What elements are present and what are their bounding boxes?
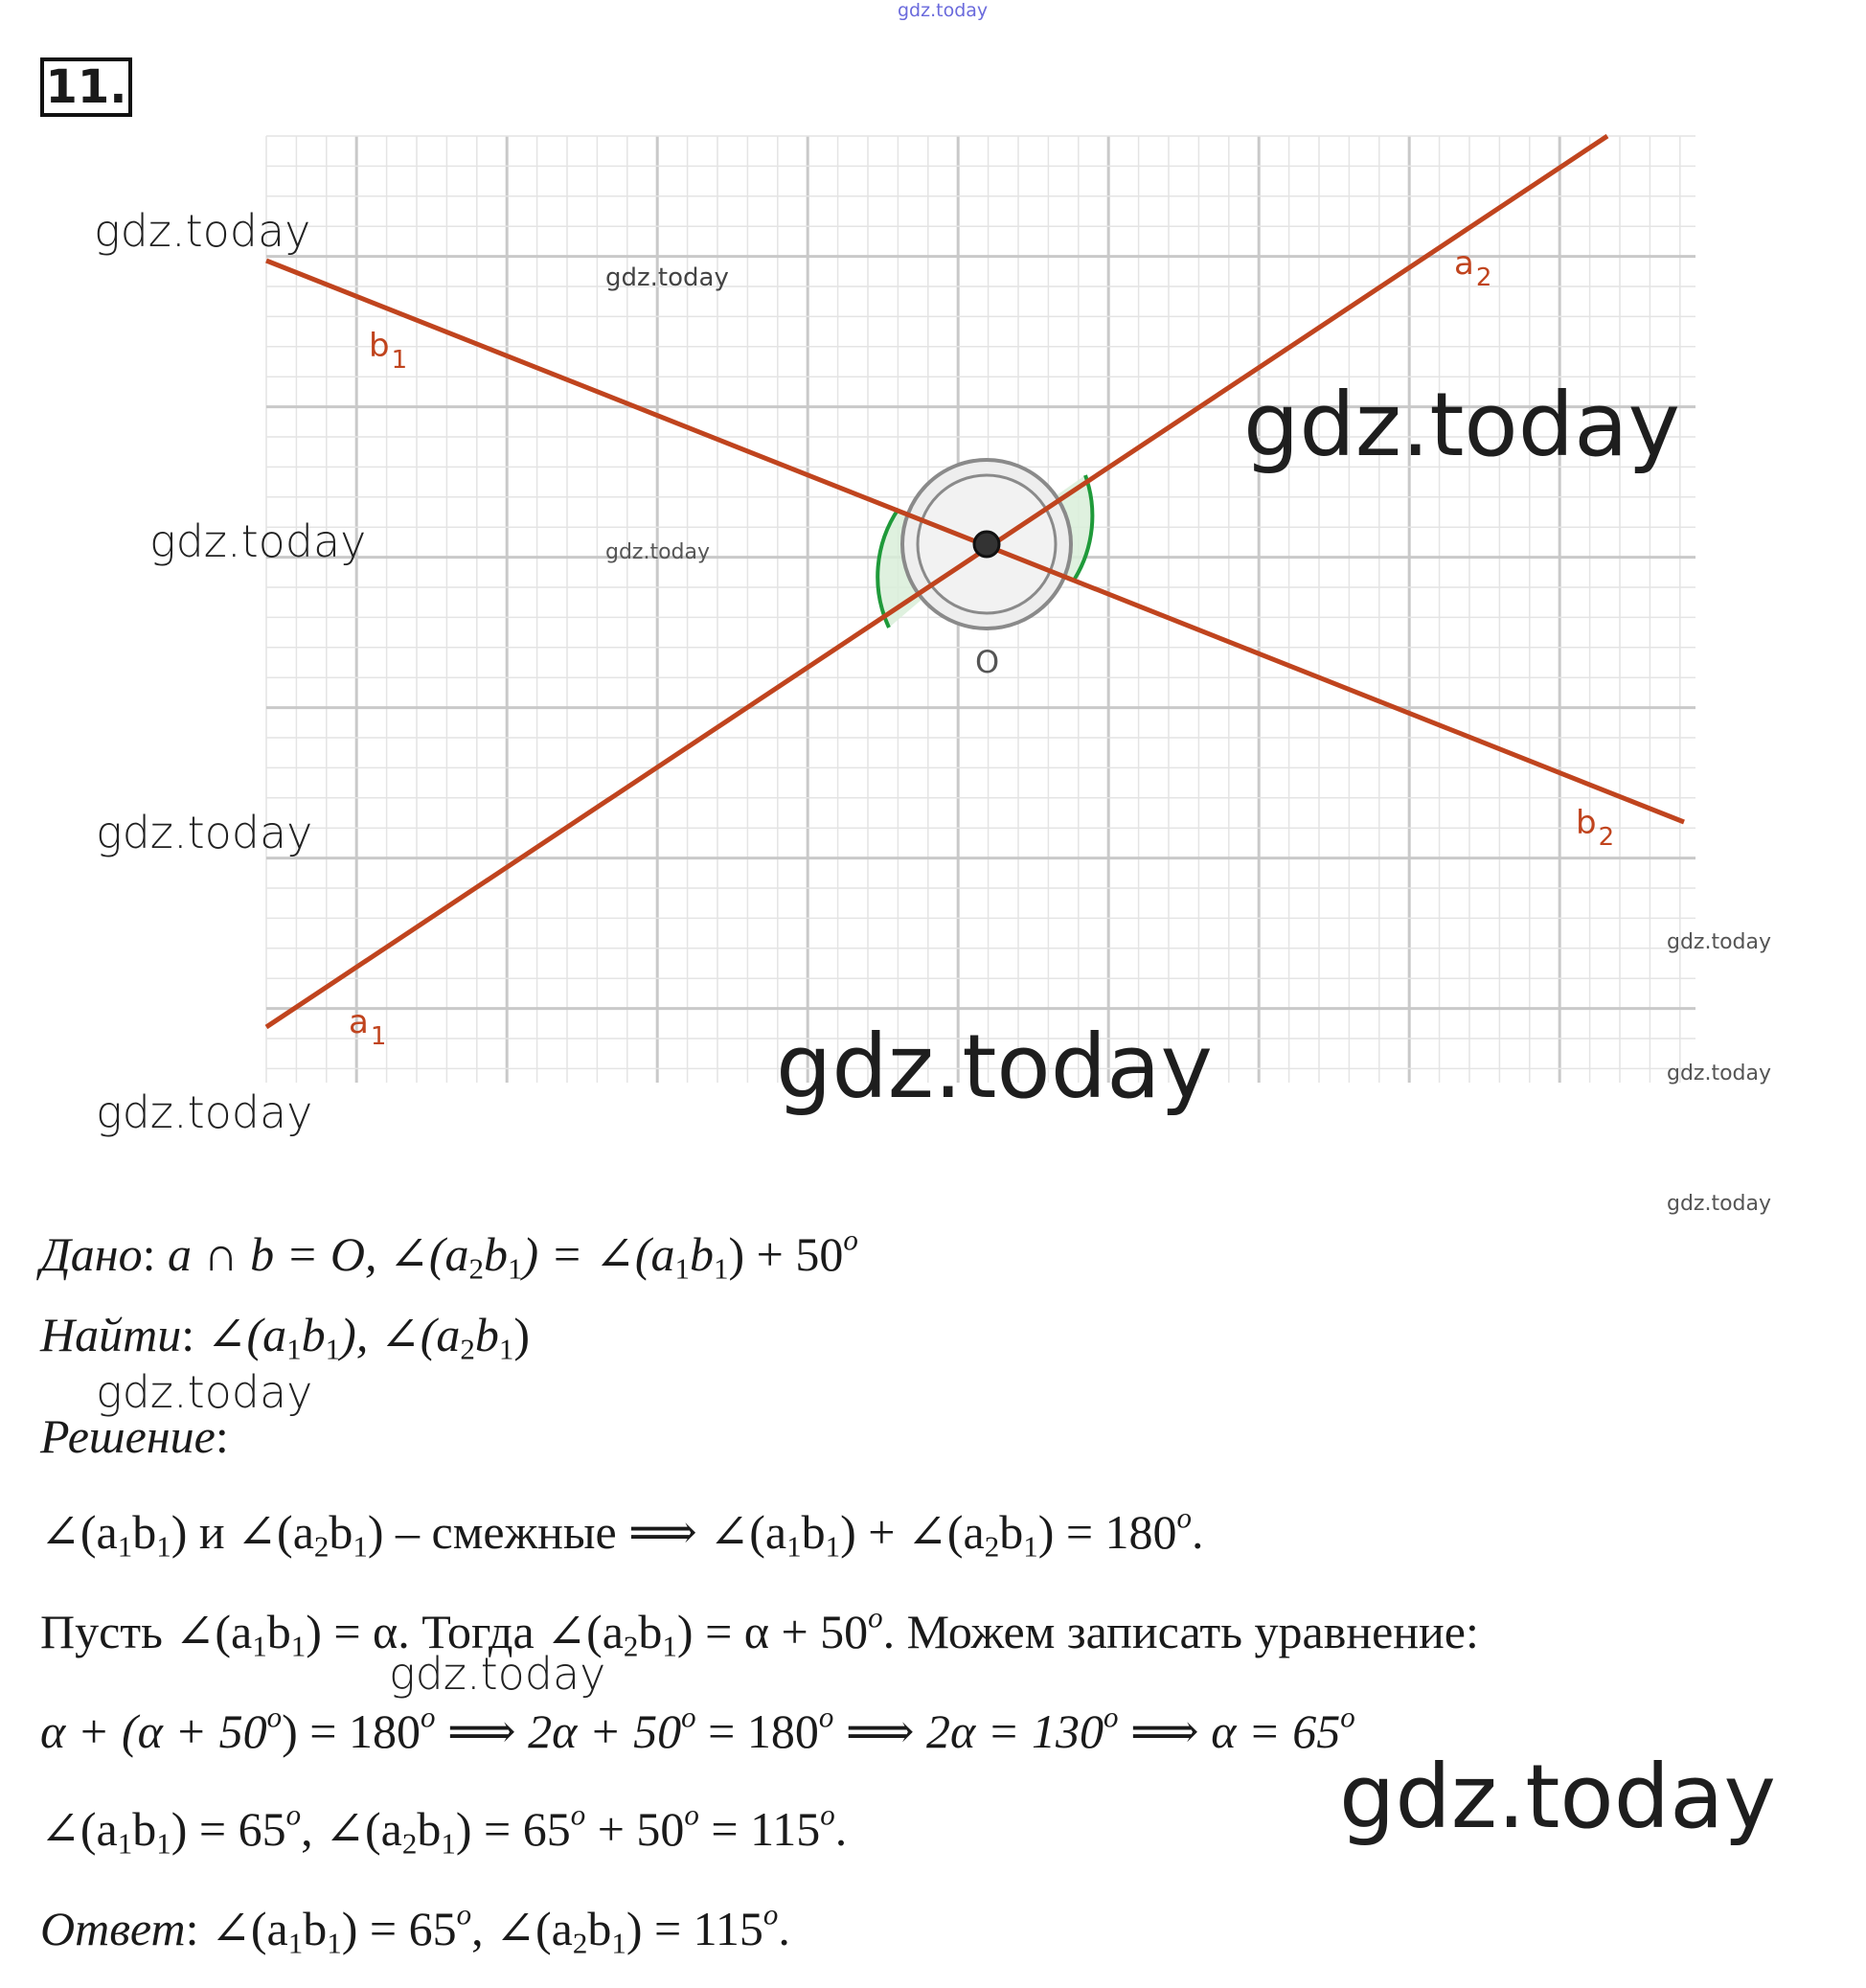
solution-step-1 [40,1500,1204,1564]
expr: . [834,1802,848,1856]
expr: . Можем записать уравнение: [882,1605,1479,1658]
expr: b [303,1902,328,1955]
expr: b [329,1505,353,1559]
degree: o [1104,1700,1119,1734]
expr: ) = α. Тогда ∠(a [306,1605,624,1658]
watermark: gdz.today [605,540,711,564]
origin-point [974,532,999,557]
watermark-top: gdz.today [898,0,989,21]
solution-step-2 [40,1600,1479,1663]
given-line: Дано: a ∩ b = O, $\angle(a_2b_1)$ = $\angle(a_1b_1) + 50^o$ [40,1223,858,1286]
expr: b [801,1505,826,1559]
solution-step-4 [40,1797,848,1861]
watermark: gdz.today [1667,1062,1772,1085]
subscript: 1 [353,1529,368,1564]
expr: + 50 [585,1802,685,1856]
line-a [266,136,1607,1027]
given-expr: ) + 50 [728,1227,844,1281]
given-expr: a ∩ b = O, ∠(a [168,1227,469,1281]
watermark: gdz.today [1667,930,1772,954]
problem-number: 11. [40,57,132,117]
subscript: 1 [325,1332,341,1366]
find-label: Найти [40,1308,182,1361]
label-a2: $a_2$ [1454,244,1492,292]
given-expr: ) = ∠(a [522,1227,675,1281]
label-a1: $a_1$ [349,1003,387,1051]
watermark: gdz.today [605,263,729,292]
expr: b [638,1605,663,1658]
subscript: 1 [786,1529,802,1564]
subscript: 1 [674,1251,690,1286]
watermark: gdz.today [1667,1192,1772,1216]
expr: Пусть ∠(a [40,1605,253,1658]
degree: o [1340,1700,1355,1734]
subscript: 1 [117,1529,133,1564]
answer-label: Ответ [40,1902,186,1955]
expr: α + (α + 50 [40,1704,267,1758]
expr: ∠(a [210,1902,288,1955]
subscript: 1 [327,1926,342,1960]
solution-label: Решение [40,1409,216,1463]
subscript: 1 [156,1826,171,1861]
watermark: gdz.today [96,1366,313,1418]
expr: ∠(a [40,1505,118,1559]
expr: ⟹ α = 65 [1118,1704,1341,1758]
subscript: 1 [662,1629,677,1663]
subscript: 1 [713,1251,729,1286]
watermark: gdz.today [776,1016,1213,1118]
expr: ) = 115 [626,1902,763,1955]
watermark: gdz.today [1243,374,1680,476]
subscript: 1 [1023,1529,1038,1564]
label-b2: $b_2$ [1576,804,1615,852]
degree: o [266,1700,283,1734]
subscript: 1 [825,1529,841,1564]
degree: o [820,1797,835,1832]
expr: = 180 [695,1704,819,1758]
expr: . [778,1902,790,1955]
find-line: Найти: $\angle(a_1b_1)$, $\angle(a_2b_1)$ [40,1308,531,1366]
expr: , ∠(a [301,1802,402,1856]
label-b1: $b_1$ [369,327,408,375]
expr: . [1192,1505,1204,1559]
degree: o [285,1797,302,1832]
subscript: 1 [290,1629,307,1663]
subscript: 1 [286,1332,302,1366]
degree: o [456,1897,472,1931]
given-label: Дано [40,1227,143,1281]
subscript: 1 [156,1529,171,1564]
find-expr: b [474,1308,499,1361]
solution-step-3 [40,1700,1355,1758]
degree: o [762,1897,779,1931]
subscript: 1 [611,1926,626,1960]
watermark: gdz.today [96,807,313,858]
expr: ) = 180 [1037,1505,1177,1559]
degree: o [420,1700,436,1734]
subscript: 2 [313,1529,330,1564]
degree: o [1176,1500,1193,1535]
expr: ∠(a [40,1802,118,1856]
degree: o [684,1797,699,1832]
subscript: 1 [117,1826,133,1861]
given-expr: b [484,1227,509,1281]
given-expr: b [689,1227,714,1281]
find-expr: ) [513,1308,531,1361]
subscript: 2 [468,1251,485,1286]
expr: = 115 [698,1802,821,1856]
watermark: gdz.today [389,1648,606,1700]
watermark: gdz.today [96,1086,313,1138]
expr: ) = α + 50 [676,1605,869,1658]
degree: o [868,1600,883,1634]
degree: o [843,1223,858,1257]
label-origin: O [975,644,1000,680]
subscript: 2 [401,1826,418,1861]
expr: b [132,1802,157,1856]
expr: ) = 65 [171,1802,286,1856]
expr: ) и ∠(a [171,1505,314,1559]
expr: , ∠(a [471,1902,573,1955]
degree: o [818,1700,834,1734]
expr: b [266,1605,291,1658]
answer-line: Ответ: $\angle(a_1b_1) = 65^o$, $\angle(a_2b_1) = 115^o$. [40,1897,790,1960]
expr: b [417,1802,442,1856]
expr: b [587,1902,612,1955]
expr: ) = 180 [282,1704,421,1758]
solution-line: Решение: [40,1409,229,1463]
subscript: 1 [498,1332,514,1366]
find-expr: ), ∠(a [340,1308,461,1361]
subscript: 1 [508,1251,523,1286]
expr: ⟹ 2α + 50 [435,1704,682,1758]
watermark: gdz.today [149,515,367,567]
find-expr: b [301,1308,326,1361]
subscript: 1 [252,1629,267,1663]
subscript: 2 [572,1926,588,1960]
subscript: 2 [623,1629,639,1663]
expr: ) = 65 [341,1902,457,1955]
degree: o [681,1700,696,1734]
expr: ) = 65 [455,1802,571,1856]
degree: o [570,1797,586,1832]
expr: ) + ∠(a [840,1505,985,1559]
expr: ⟹ 2α = 130 [833,1704,1104,1758]
subscript: 1 [441,1826,456,1861]
watermark: gdz.today [1339,1746,1776,1848]
expr: b [999,1505,1024,1559]
subscript: 2 [984,1529,1000,1564]
find-expr: ∠(a [206,1308,287,1361]
expr: b [132,1505,157,1559]
watermark: gdz.today [94,205,311,257]
subscript: 1 [287,1926,304,1960]
expr: ) – смежные ⟹ ∠(a [367,1505,787,1559]
subscript: 2 [460,1332,475,1366]
